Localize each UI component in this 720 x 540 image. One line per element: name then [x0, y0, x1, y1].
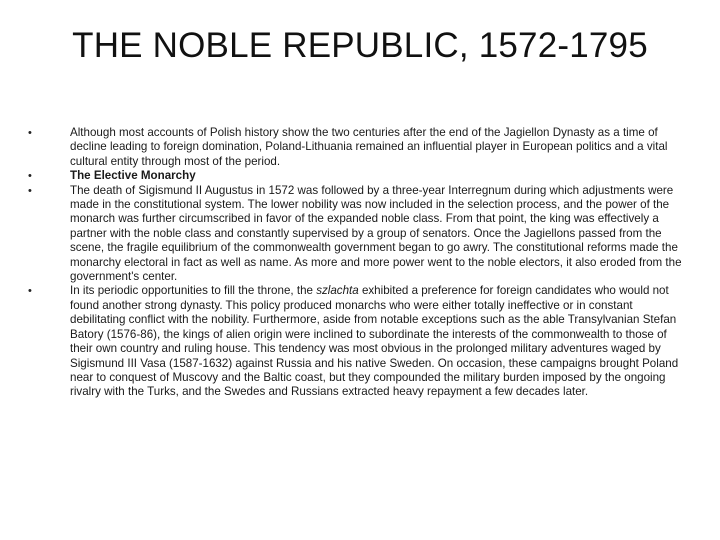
bullet-item — [28, 184, 682, 285]
bullet-text: The death of Sigismund II Augustus in 1572 was followed by a three-year Interregnum during which adjustments were made in the constitutional system. The lower nobility was now included in the selection process, and the power of the monarch was further circumscribed in favor of the expanded noble class. From that point, the king was effectively a partner with the noble class and constantly supervised by a group of senators. Once the Jagiellons passed from the scene, the fragile equilibrium of the commonwealth government began to go awry. The constitutional reforms made the monarchy electoral in fact as well as name. As more and more power went to the noble electors, it also eroded from the government's center. — [70, 183, 682, 284]
bullet-list — [28, 126, 682, 400]
bullet-icon: • — [28, 170, 32, 183]
bullet-text-after: exhibited a preference for foreign candidates who would not found another strong dynasty. This policy produced monarchs who were either totally ineffective or in constant debilitating conflict with the nobility. Furthermore, aside from notable exceptions such as the able Transylvanian Stefan Batory (1576-86), the kings of alien origin were inclined to subordinate the interests of the commonwealth to those of their own country and ruling house. This tendency was most obvious in the prolonged military adventures waged by Sigismund III Vasa (1587-1632) against Russia and his native Sweden. On occasion, these campaigns brought Poland near to conquest of Muscovy and the Baltic coast, but they compounded the military burden imposed by the ongoing rivalry with the Turks, and the Swedes and Russians extracted heavy repayment a few decades later. — [70, 284, 679, 399]
bullet-icon: • — [28, 184, 32, 197]
bullet-item — [28, 126, 682, 169]
bullet-icon: • — [28, 127, 32, 139]
bullet-item — [28, 284, 682, 399]
bullet-text-before: In its periodic opportunities to fill the throne, the — [70, 284, 317, 298]
bullet-item — [28, 169, 682, 183]
bullet-icon: • — [28, 285, 32, 298]
bullet-text-italic: szlachta — [316, 284, 359, 298]
bullet-text: Although most accounts of Polish history show the two centuries after the end of the Jagiellon Dynasty as a time of decline leading to foreign domination, Poland-Lithuania remained an influential player in European politics and a vital cultural entity through most of the period. — [70, 126, 668, 168]
section-heading: The Elective Monarchy — [70, 169, 196, 183]
slide-title: THE NOBLE REPUBLIC, 1572-1795 — [72, 26, 648, 65]
